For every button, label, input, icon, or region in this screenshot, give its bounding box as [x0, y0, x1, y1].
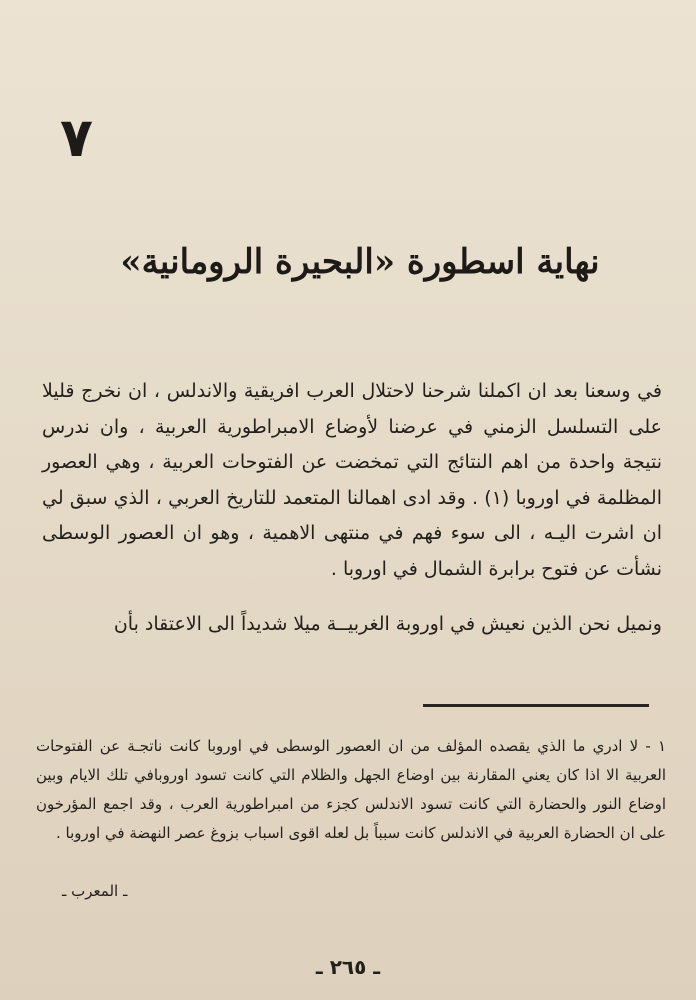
footnotes [36, 732, 666, 848]
body-paragraph: ونميل نحن الذين نعيش في اوروبة الغربيــة ميلا شديداً الى الاعتقاد بأن [113, 613, 662, 635]
footnote-author: ـ المعرب ـ [62, 882, 128, 900]
page-number: ـ ٢٦٥ ـ [315, 955, 381, 979]
chapter-title: نهاية اسطورة «البحيرة الرومانية» [120, 242, 600, 282]
footnote-divider [423, 704, 649, 707]
footnote-text: ١ - لا ادري ما الذي يقصده المؤلف من ان العصور الوسطى في اوروبا كانت ناتجـة عن الفتوحات العربية الا اذا كان يعني المقارنة بين اوضاع الجهل والظلام التي كانت تسود اوروبافي تلك الايام وبين اوضاع النور والحضارة التي كانت تسود الاندلس كجزء من امبراطورية العرب ، وقد اجمع المؤرخون على ان الحضارة العربية في الاندلس كانت سبباً بل لعله اقوى اسباب بزوغ عصر النهضة في اوروبا . [36, 737, 666, 842]
body-text [42, 374, 662, 643]
chapter-number: ٧ [60, 106, 93, 169]
body-paragraph: في وسعنا بعد ان اكملنا شرحنا لاحتلال العرب افريقية والاندلس ، ان نخرج قليلا على التسلسل الزمني في عرضنا لأوضاع الامبراطورية العربية ، وان ندرس نتيجة واحدة من اهم النتائج التي تمخضت عن الفتوحات العربية ، وهي العصور المظلمة في اوروبا (١) . وقد ادى اهمالنا المتعمد للتاريخ العربي ، الذي سبق لي ان اشرت اليـه ، الى سوء فهم في منتهى الاهمية ، وهو ان العصور الوسطى نشأت عن فتوح برابرة الشمال في اوروبا . [42, 380, 662, 580]
